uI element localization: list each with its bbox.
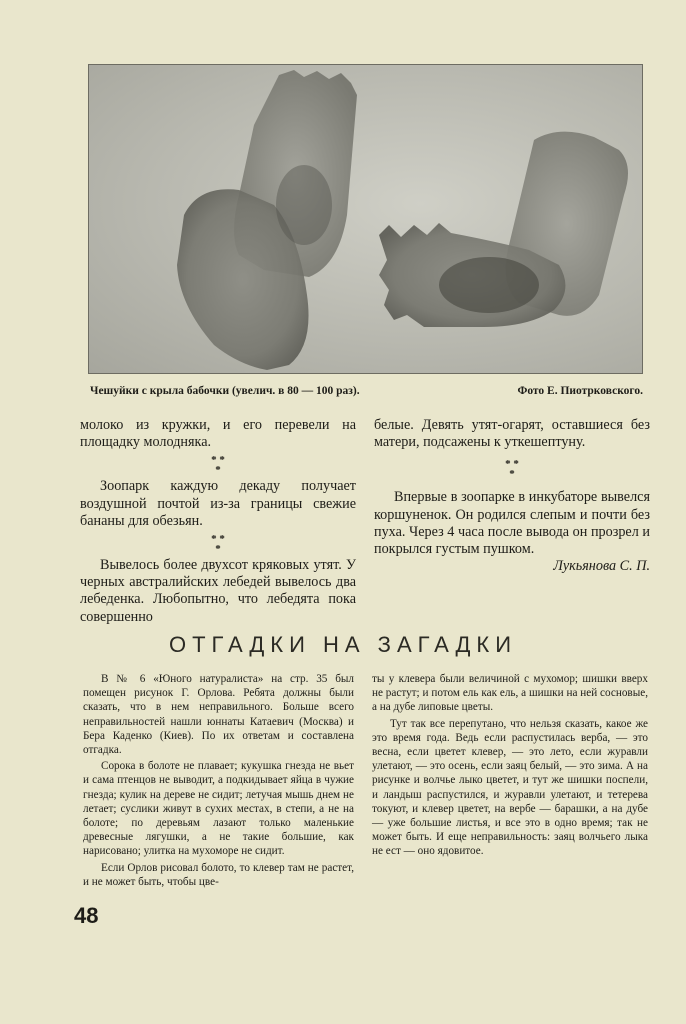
answers-paragraph-2: Сорока в болоте не плавает; кукушка гнезда не вьет и сама птенцов не выводит, а подкидывает яйца в чужие гнезда; кулик на дереве не сидит; летучая мышь днем не летает; суслики живут в сухих местах, в степи, а не на болоте; по деревьям лазают только маленькие древесные лягушки, а не такие большие, как нарисовано; улитка на мухоморе не сидит. xyxy=(83,760,354,858)
answers-left-column xyxy=(83,672,354,891)
answers-paragraph-1: В № 6 «Юного натуралиста» на стр. 35 был помещен рисунок Г. Орлова. Ребята должны были сказать, что в нем неправильного. Больше всего неправильностей нашли юннаты Катаевич (Москва) и Бера Каденко (Киев). По их ответам и составлена отгадка. xyxy=(83,673,354,757)
left-paragraph-1: молоко из кружки, и его перевели на площадку молодняка. xyxy=(80,417,356,451)
answers-right-column xyxy=(372,672,648,861)
signature: Лукьянова С. П. xyxy=(553,558,650,575)
page-number: 48 xyxy=(74,903,99,928)
left-paragraph-2: Зоопарк каждую декаду получает воздушной почтой из-за границы свежие бананы для обезьян. xyxy=(80,478,356,529)
separator-stars: * * * xyxy=(505,458,519,481)
right-paragraph-2: Впервые в зоопарке в инкубаторе вывелся коршуненок. Он родился слепым и почти без пуха. Через 4 часа после вывода он прозрел и покрылся густым пушком. xyxy=(374,489,650,558)
left-paragraph-3: Вывелось более двухсот кряковых утят. У черных австралийских лебедей вывелось два лебеденка. Любопытно, что лебедята пока совершенно xyxy=(80,557,356,625)
photo-caption xyxy=(90,385,643,397)
answers-paragraph-3: Если Орлов рисовал болото, то клевер там не растет, и не может быть, чтобы цве- xyxy=(83,861,354,888)
left-column xyxy=(80,417,356,626)
answers-paragraph-5: Тут так все перепутано, что нельзя сказать, какое же это время года. Ведь если распустилась верба, — это весна, если цветет клевер, — это лето, если журавли улетают, — это осень, если заяц белый, — это зима. А на рисунке и волчье лыко цветет, и тут же шишки поспели, и ландыш распустился, и журавли улетают, и тетерева токуют, и клевер цветет, на вербе — барашки, а на дубе — уже большие листья, и все это в одно время; так не может быть. И еще неправильность: заяц волчьего лыка не ест — оно ядовитое. xyxy=(372,717,648,858)
butterfly-scales-illustration xyxy=(89,65,642,373)
caption-text: Чешуйки с крыла бабочки (увелич. в 80 — 100 раз). xyxy=(90,385,360,397)
right-column xyxy=(374,417,650,575)
butterfly-scales-photo xyxy=(88,64,643,374)
photo-credit: Фото Е. Пиотрковского. xyxy=(517,385,643,397)
answers-paragraph-4: ты у клевера были величиной с мухомор; шишки вверх не растут; и потом ель как ель, а шишки на ней сосновые, а на дубе липовые цветы. xyxy=(372,673,648,714)
right-paragraph-1: белые. Девять утят-огарят, оставшиеся без матери, подсажены к уткешептуну. xyxy=(374,417,650,451)
separator-stars: * * * xyxy=(211,454,225,477)
separator-stars: * * * xyxy=(211,533,225,556)
section-heading: ОТГАДКИ НА ЗАГАДКИ xyxy=(168,632,518,657)
